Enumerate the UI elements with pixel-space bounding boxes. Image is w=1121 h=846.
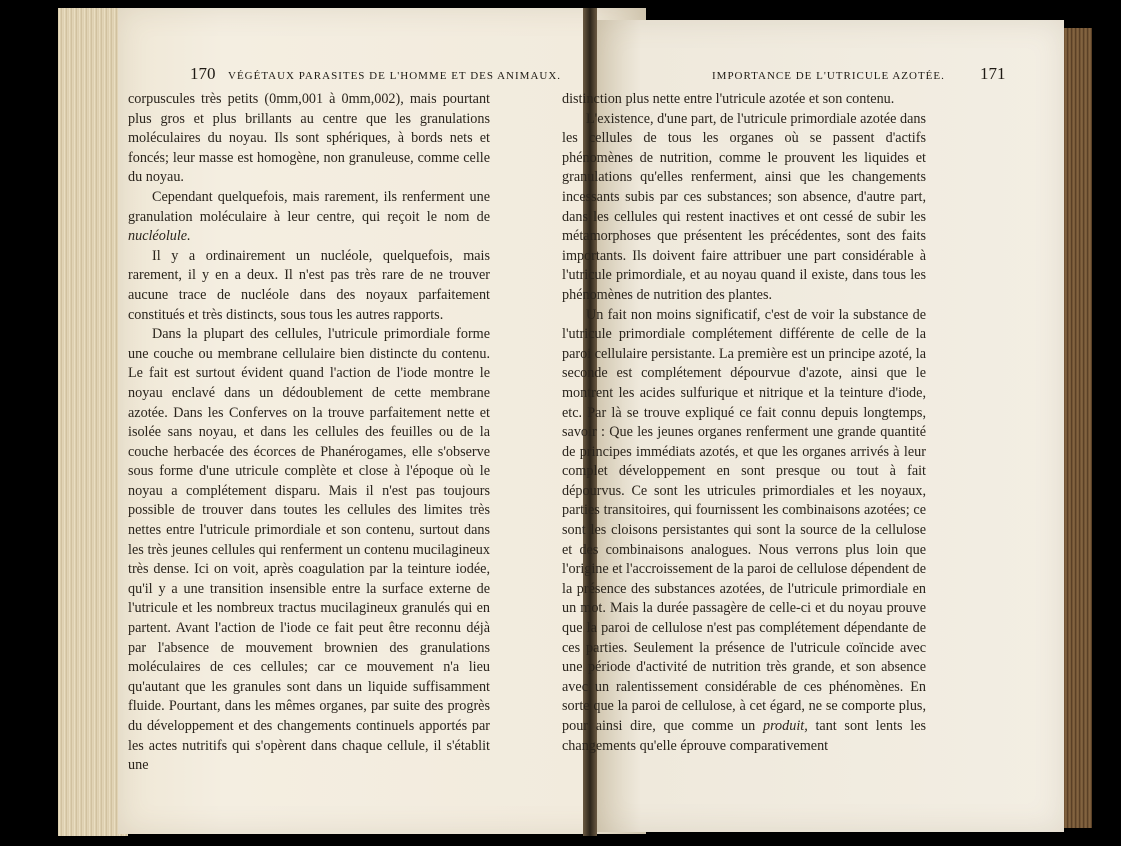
right-paragraph-1: distinction plus nette entre l'utricule azotée et son contenu. xyxy=(562,91,895,107)
left-paragraph-2-text: Cependant quelquefois, mais rarement, ils renferment une granulation moléculaire à leur centre, qui reçoit le nom de xyxy=(128,188,490,225)
left-paragraph-3: Il y a ordinairement un nucléole, quelquefois, mais rarement, il y en a deux. Il n'est pas très rare de ne trouver aucune trace de nucléole dans des noyaux parfaitement constitués et très distincts, sous tous les autres rapports. xyxy=(128,247,490,323)
right-paragraph-3 xyxy=(562,306,926,757)
right-running-head: IMPORTANCE DE L'UTRICULE AZOTÉE. xyxy=(712,70,945,82)
left-page-body xyxy=(128,90,490,776)
book-cover-edge-right xyxy=(1064,28,1092,828)
left-paragraph-1: corpuscules très petits (0mm,001 à 0mm,002), mais pourtant plus gros et plus brillants au centre que les granulations moléculaires du noyau. Ils sont sphériques, à bords nets et foncés; leur masse est homogène, non granuleuse, comme celle du noyau. xyxy=(128,91,490,186)
right-paragraph-3-text: Un fait non moins significatif, c'est de voir la substance de l'utricule primordiale complétement différente de celle de la paroi cellulaire persistante. La première est un principe azoté, la seconde est complétement dépourvue d'azote, ainsi que le montrent les acides sulfurique et nitrique et la teinture d'iode, etc. Par là se trouve expliqué ce fait connu depuis longtemps, savoir : Que les jeunes organes renferment une grande quantité de principes immédiats azotés, et que les organes arrivés à leur complet développement en sont presque ou tout à fait dépourvus. Ce sont les utricules primordiales et les noyaux, parties transitoires, qui fournissent les combinaisons azotées; ce sont les cloisons persistantes qui sont la source de la cellulose et des combinaisons analogues. Nous verrons plus loin que l'origine et l'accroissement de la paroi de cellulose dépendent de la présence des substances azotées, de l'utricule primordiale en un mot. Mais la durée passagère de celle-ci et du noyau prouve que la paroi de cellulose n'est pas complétement dépendante de ces parties. Seulement la présence de l'utricule coïncide avec une période d'activité de nutrition très grande, et son absence avec un ralentissement considérable de ces phénomènes. En sorte que la paroi de cellulose, à cet égard, ne se comporte plus, pour ainsi dire, que comme un xyxy=(562,306,926,734)
left-paragraph-2 xyxy=(128,188,490,247)
right-page-body xyxy=(562,90,926,756)
right-page-number: 171 xyxy=(980,64,1006,83)
right-paragraph-2: L'existence, d'une part, de l'utricule primordiale azotée dans les cellules de tous les organes où se passent d'actifs phénomènes de nutrition, comme le prouvent les liquides et granulations qu'elles renferment, ainsi que les changements incessants subis par ces substances; son absence, d'autre part, dans les cellules qui restent inactives et ont cessé de subir les métamorphoses que présentent les précédentes, sont des faits importants. Ils doivent faire attribuer une part considérable à l'utricule primordiale, et au noyau quand il existe, dans tous les phénomènes de nutrition des plantes. xyxy=(562,110,926,303)
left-page-number: 170 xyxy=(190,64,216,83)
left-running-head: VÉGÉTAUX PARASITES DE L'HOMME ET DES ANIMAUX. xyxy=(228,70,562,82)
nucleolule-term: nucléolule. xyxy=(128,228,191,245)
right-paragraph-3-tail: tant sont lents les changements qu'elle éprouve comparativement xyxy=(562,718,927,754)
produit-term: produit, xyxy=(762,718,808,734)
left-paragraph-4: Dans la plupart des cellules, l'utricule primordiale forme une couche ou membrane cellulaire bien distincte du contenu. Le fait est surtout évident quand l'action de l'iode montre le noyau enclavé dans un dédoublement de cette membrane azotée. Dans les Conferves on la trouve parfaitement nette et isolée sans noyau, et dans les cellules des feuilles ou de la couche herbacée des écorces de Phanérogames, elle s'observe sous forme d'une utricule complète et close à l'époque où le noyau a complétement disparu. Mais il n'est pas toujours possible de trouver dans toutes les cellules des limites très nettes entre l'utricule primordiale et son contenu, surtout dans les très jeunes cellules qui renferment un contenu mucilagineux très dense. Ici on voit, après coagulation par la teinture iodée, qu'il y a une transition insensible entre la surface externe de l'utricule et les nombreux tractus mucilagineux granulés qui en partent. Avant l'action de l'iode ce fait peut être reconnu déjà par l'absence de mouvement brownien des granulations moléculaires de ces cellules; car ce mouvement n'a lieu qu'autant que les granules sont dans un liquide suffisamment fluide. Pourtant, dans les mêmes organes, par suite des progrès du développement et des changements continuels apportés par les actes nutritifs qui s'opèrent dans chaque cellule, il s'établit une xyxy=(128,326,490,774)
